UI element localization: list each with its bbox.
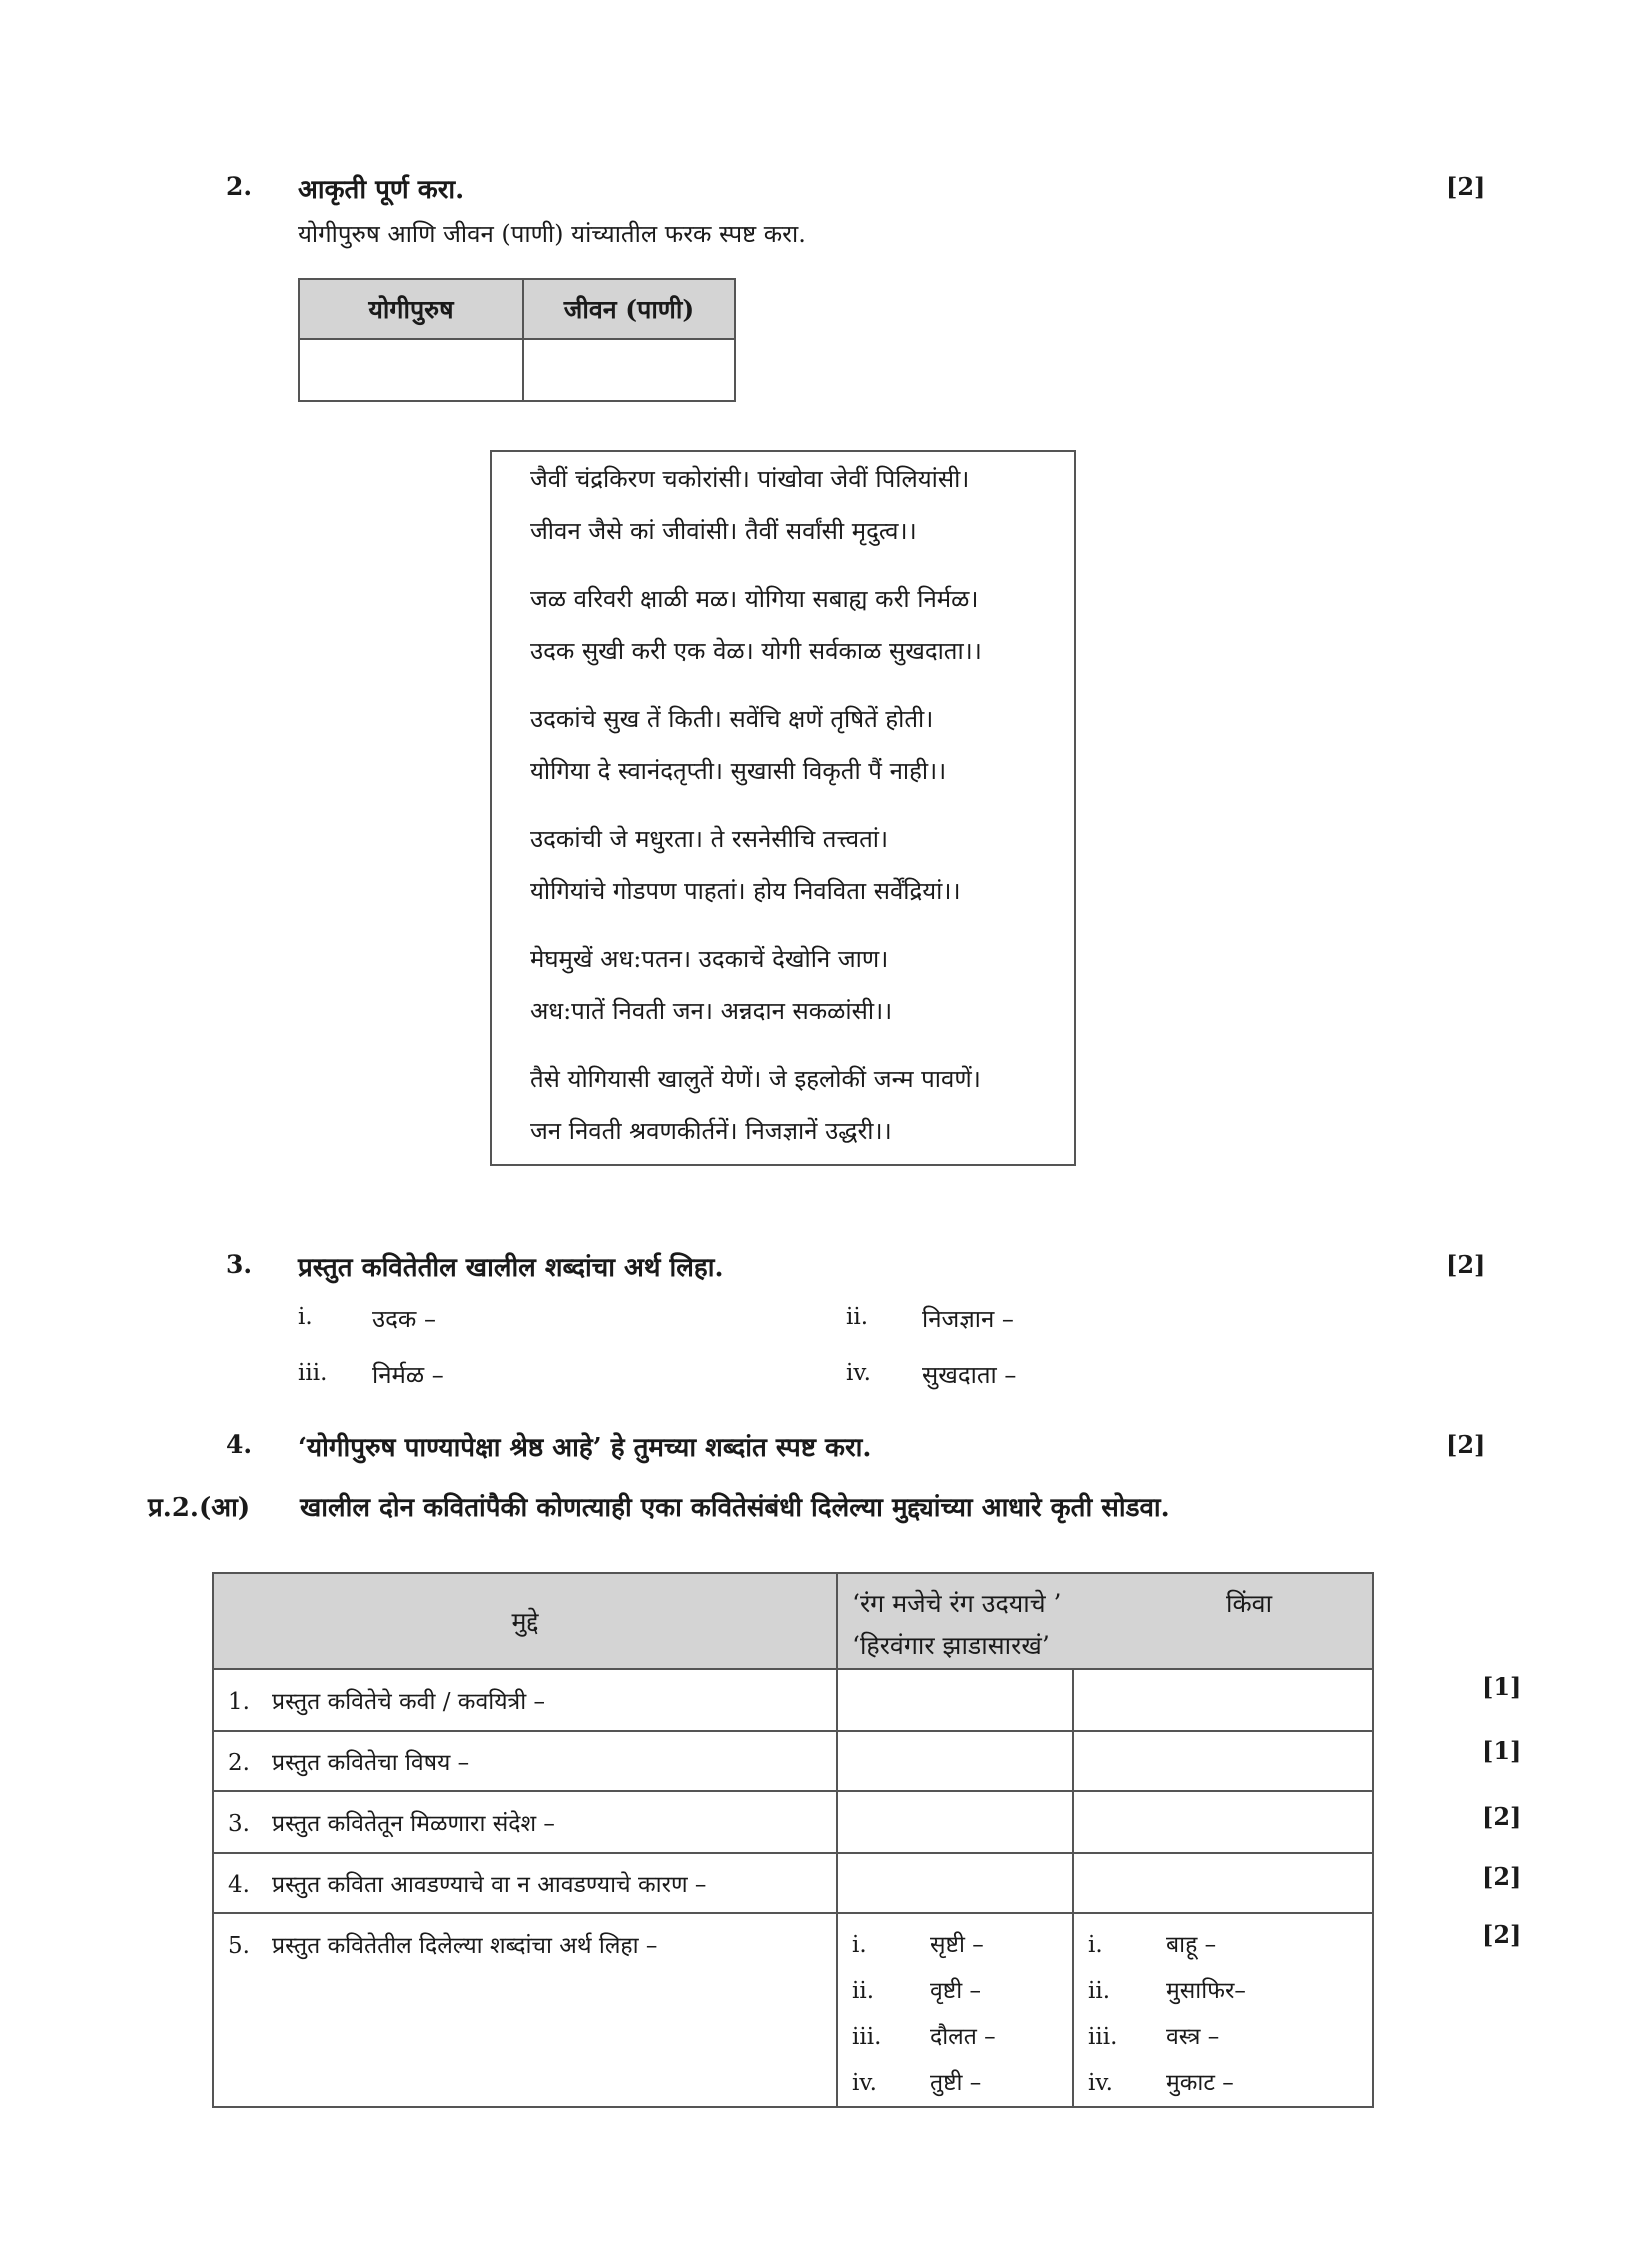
table-row (213, 1913, 1373, 2107)
table-header-jeevan: जीवन (पाणी) (523, 279, 735, 339)
poem-line: जन निवती श्रवणकीर्तनें। निजज्ञानें उद्धरी।। (530, 1117, 892, 1145)
table-row (213, 1791, 1373, 1853)
row-label: प्रस्तुत कवितेतून मिळणारा संदेश – (272, 1811, 555, 1837)
q4-number: 4. (226, 1430, 253, 1459)
q4-title: ‘योगीपुरुष पाण्यापेक्षा श्रेष्ठ आहे’ हे तुमच्या शब्दांत स्पष्ट करा. (298, 1433, 872, 1463)
q3-item-word: निर्मळ – (372, 1361, 444, 1389)
poem-line: उदक सुखी करी एक वेळ। योगी सर्वकाळ सुखदाता।। (530, 637, 982, 665)
row-marks: [1] (1482, 1736, 1522, 1765)
row-number: 4. (228, 1872, 250, 1898)
poem-title-2: ‘हिरवंगार झाडासारखं’ (852, 1631, 1050, 1660)
row-label: प्रस्तुत कवितेचा विषय – (272, 1750, 470, 1776)
poem-title-1: ‘रंग मजेचे रंग उदयाचे ’ (852, 1589, 1062, 1618)
or-label: किंवा (1226, 1589, 1273, 1618)
answer-cell-poem1[interactable] (837, 1731, 1073, 1791)
row-marks: [2] (1482, 1802, 1522, 1831)
list-item: iv. तुष्टी – (852, 2070, 982, 2096)
q4-marks: [2] (1446, 1430, 1486, 1459)
q3-item-number: i. (298, 1304, 313, 1330)
answer-cell-poem2[interactable] (1073, 1669, 1373, 1731)
q3-item-word: उदक – (372, 1305, 436, 1333)
answer-cell-jeevan[interactable] (523, 339, 735, 401)
word-list-poem2 (1073, 1913, 1373, 2107)
answer-cell-poem2[interactable] (1073, 1731, 1373, 1791)
poem-line: उदकांची जे मधुरता। ते रसनेसीचि तत्त्वतां। (530, 825, 889, 853)
poem-line: जैवीं चंद्रकिरण चकोरांसी। पांखोवा जेवीं पिलियांसी। (530, 465, 970, 493)
poem-line: उदकांचे सुख तें किती। सवेंचि क्षणें तृषितें होती। (530, 705, 934, 733)
q3-item-number: iii. (298, 1360, 328, 1386)
row-marks: [1] (1482, 1672, 1522, 1701)
poem-line: मेघमुखें अध:पतन। उदकाचें देखोनि जाण। (530, 945, 889, 973)
q3-number: 3. (226, 1250, 253, 1279)
q3-title: प्रस्तुत कवितेतील खालील शब्दांचा अर्थ लिहा. (298, 1253, 724, 1283)
answer-cell-poem1[interactable] (837, 1791, 1073, 1853)
list-item: i. सृष्टी – (852, 1932, 984, 1958)
q3-item-word: सुखदाता – (922, 1361, 1017, 1389)
q2-number: 2. (226, 172, 253, 201)
row-label: प्रस्तुत कविता आवडण्याचे वा न आवडण्याचे कारण – (272, 1872, 707, 1898)
list-item: i. बाहू – (1088, 1932, 1217, 1958)
answer-cell-poem2[interactable] (1073, 1853, 1373, 1913)
answer-cell-poem1[interactable] (837, 1669, 1073, 1731)
row-marks: [2] (1482, 1920, 1522, 1949)
row-label: प्रस्तुत कवितेतील दिलेल्या शब्दांचा अर्थ लिहा – (272, 1933, 658, 1959)
q3-item-number: ii. (846, 1304, 869, 1330)
row-number: 2. (228, 1750, 250, 1776)
table-header-mudde: मुद्दे (213, 1573, 837, 1669)
poem-line: तैसे योगियासी खालुतें येणें। जे इहलोकीं जन्म पावणें। (530, 1065, 981, 1093)
poem-line: योगियांचे गोडपण पाहतां। होय निवविता सर्वेंद्रियां।। (530, 877, 961, 905)
poem-box (490, 450, 1076, 1166)
row-marks: [2] (1482, 1862, 1522, 1891)
list-item: iv. मुकाट – (1088, 2070, 1234, 2096)
poem-line: योगिया दे स्वानंदतृप्ती। सुखासी विकृती पैं नाही।। (530, 757, 947, 785)
list-item: ii. मुसाफिर– (1088, 1978, 1246, 2004)
section-title: खालील दोन कवितांपैकी कोणत्याही एका कवितेसंबंधी दिलेल्या मुद्द्यांच्या आधारे कृती सोडवा. (300, 1493, 1170, 1523)
poem-line: जळ वरिवरी क्षाळी मळ। योगिया सबाह्य करी निर्मळ। (530, 585, 979, 613)
word-list-poem1 (837, 1913, 1073, 2107)
poem-line: अध:पातें निवती जन। अन्नदान सकळांसी।। (530, 997, 893, 1025)
table-header-yogipurush: योगीपुरुष (299, 279, 523, 339)
answer-cell-yogipurush[interactable] (299, 339, 523, 401)
q2-marks: [2] (1446, 172, 1486, 201)
table-row (213, 1731, 1373, 1791)
table-row (213, 1853, 1373, 1913)
row-number: 3. (228, 1811, 250, 1837)
row-number: 1. (228, 1689, 250, 1715)
row-label: प्रस्तुत कवितेचे कवी / कवयित्री – (272, 1689, 545, 1715)
table-row (213, 1669, 1373, 1731)
list-item: iii. दौलत – (852, 2024, 996, 2050)
section-number: प्र.2.(आ) (148, 1493, 251, 1523)
q3-marks: [2] (1446, 1250, 1486, 1279)
poem-analysis-table (212, 1572, 1374, 2108)
q2-title: आकृती पूर्ण करा. (298, 175, 465, 205)
q2-subtitle: योगीपुरुष आणि जीवन (पाणी) यांच्यातील फरक स्पष्ट करा. (298, 220, 806, 248)
answer-cell-poem1[interactable] (837, 1853, 1073, 1913)
row-number: 5. (228, 1933, 250, 1959)
q3-item-word: निजज्ञान – (922, 1305, 1014, 1333)
answer-cell-poem2[interactable] (1073, 1791, 1373, 1853)
list-item: ii. वृष्टी – (852, 1978, 981, 2004)
q3-item-number: iv. (846, 1360, 871, 1386)
list-item: iii. वस्त्र – (1088, 2024, 1220, 2050)
poem-line: जीवन जैसे कां जीवांसी। तैवीं सर्वांसी मृदुत्व।। (530, 517, 917, 545)
q2-answer-table (298, 278, 736, 402)
table-header-poems (837, 1573, 1373, 1669)
